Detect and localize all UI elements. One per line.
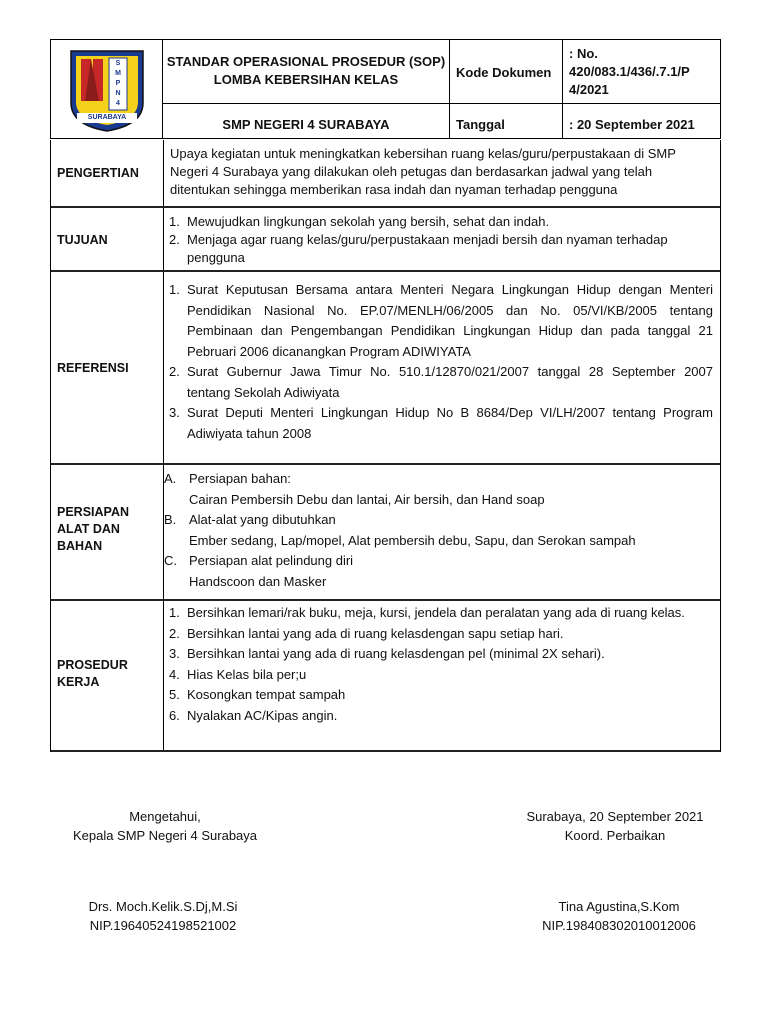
list-item: 1. Bersihkan lemari/rak buku, meja, kursi, jendela dan peralatan yang ada di ruang kelas. <box>169 605 685 620</box>
document-header <box>50 39 721 139</box>
sop-title-line1: STANDAR OPERASIONAL PROSEDUR (SOP) <box>166 54 446 69</box>
list-item: 6. Nyalakan AC/Kipas angin. <box>169 707 338 723</box>
list-item: 2. Bersihkan lantai yang ada di ruang kelasdengan sapu setiap hari. <box>169 625 564 641</box>
logo-letter: N <box>115 90 121 97</box>
signature-right-heading: Surabaya, 20 September 2021 Koord. Perbaikan <box>526 809 704 843</box>
school-name: SMP NEGERI 4 SURABAYA <box>222 117 390 132</box>
logo-letter: 4 <box>116 100 120 107</box>
list-item: B. Alat-alat yang dibutuhkan Ember sedang, Lap/mopel, Alat pembersih debu, Sapu, dan Serokan sampah <box>164 512 636 548</box>
tujuan-label: TUJUAN <box>57 233 108 247</box>
row-persiapan <box>51 465 720 601</box>
kode-dokumen-label: Kode Dokumen <box>456 65 552 80</box>
list-item: C. Persiapan alat pelindung diri Handscoon dan Masker <box>164 553 354 589</box>
list-item: 3. Surat Deputi Menteri Lingkungan Hidup No B 8684/Dep VI/LH/2007 tentang Program Adiwiyata tahun 2008 <box>169 405 713 441</box>
row-referensi <box>51 272 720 465</box>
row-tujuan <box>51 208 720 272</box>
signature-left-name: Drs. Moch.Kelik.S.Dj,M.Si NIP.19640524198521002 <box>88 899 238 933</box>
referensi-label: REFERENSI <box>57 361 129 375</box>
row-prosedur <box>51 601 720 752</box>
list-item: 2. Menjaga agar ruang kelas/guru/perpustakaan menjadi bersih dan nyaman terhadap pengguna <box>169 232 668 265</box>
row-pengertian <box>51 140 720 208</box>
persiapan-label: PERSIAPAN ALAT DAN BAHAN <box>57 505 130 553</box>
kode-dokumen-value: : No. 420/083.1/436/.7.1/P 4/2021 <box>569 46 690 97</box>
sop-title-line2: LOMBA KEBERSIHAN KELAS <box>213 72 399 87</box>
list-item: 5. Kosongkan tempat sampah <box>169 687 346 702</box>
logo-letter: M <box>115 70 121 77</box>
tanggal-label: Tanggal <box>456 117 505 132</box>
list-item: 4. Hias Kelas bila per;u <box>169 666 307 682</box>
list-item: 1. Mewujudkan lingkungan sekolah yang bersih, sehat dan indah. <box>169 214 550 229</box>
logo-caption: SURABAYA <box>87 114 127 121</box>
logo-letter: S <box>115 60 121 67</box>
logo-letter: P <box>115 80 121 87</box>
pengertian-label: PENGERTIAN <box>57 166 139 180</box>
list-item: 2. Surat Gubernur Jawa Timur No. 510.1/12870/021/2007 tanggal 28 September 2007 tentang Sekolah Adiwiyata <box>169 364 713 400</box>
signature-right-name: Tina Agustina,S.Kom NIP.198408302010012006 <box>542 899 696 933</box>
prosedur-label: PROSEDUR KERJA <box>57 658 128 689</box>
school-logo <box>65 45 149 133</box>
sop-table <box>50 140 721 752</box>
list-item: 3. Bersihkan lantai yang ada di ruang kelasdengan pel (minimal 2X sehari). <box>169 646 605 661</box>
signature-left-heading: Mengetahui, Kepala SMP Negeri 4 Surabaya <box>72 809 258 843</box>
pengertian-text: Upaya kegiatan untuk meningkatkan kebersihan ruang kelas/guru/perpustakaan di SMP Negeri 4 Surabaya yang dilakukan oleh petugas dan berdasarkan jadwal yang telah ditentukan sehingga memberikan rasa indah dan nyaman terhadap pengguna <box>170 146 676 197</box>
tanggal-value: : 20 September 2021 <box>569 117 695 132</box>
list-item: A. Persiapan bahan: Cairan Pembersih Debu dan lantai, Air bersih, dan Hand soap <box>164 471 545 507</box>
list-item: 1. Surat Keputusan Bersama antara Menteri Negara Lingkungan Hidup dengan Menteri Pendidikan Nasional No. EP.07/MENLH/06/2005 dan No. 05/VI/KB/2005 tentang Pembinaan dan Pengembangan Pendidikan Lingkungan Hidup dan pada tanggal 21 Pebruari 2006 dicanangkan Program ADIWIYATA <box>169 282 713 359</box>
